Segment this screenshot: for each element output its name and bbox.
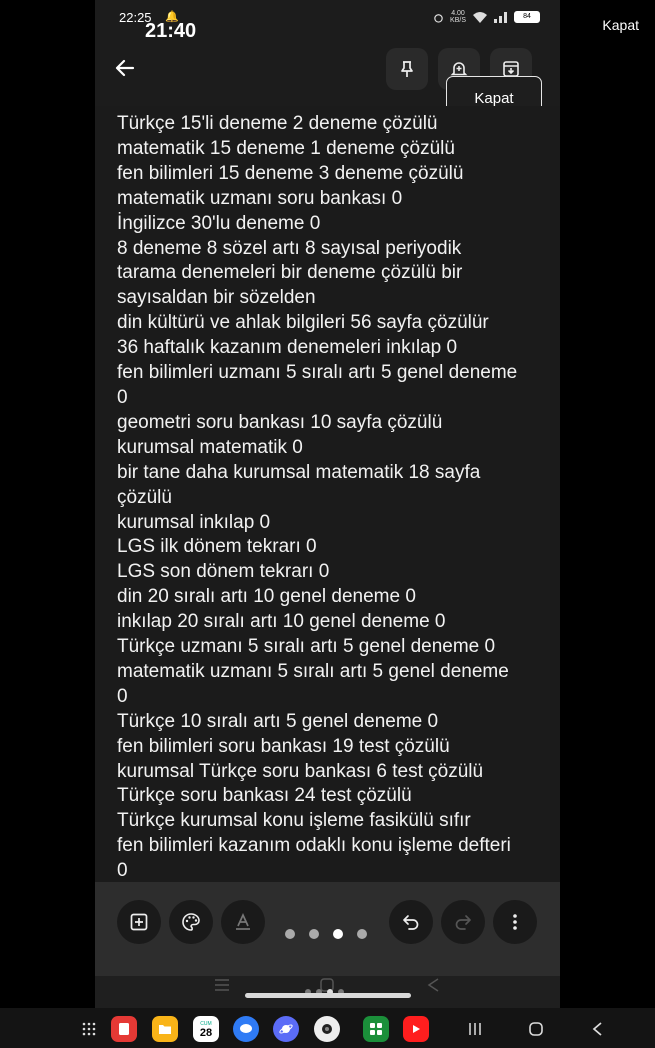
note-line[interactable]: 0 — [117, 860, 128, 882]
alarm-icon — [433, 12, 444, 23]
notes-app-icon[interactable] — [111, 1016, 137, 1042]
text-format-icon — [233, 912, 253, 932]
note-line[interactable]: 0 — [117, 386, 128, 408]
note-line[interactable]: İngilizce 30'lu deneme 0 — [117, 212, 321, 234]
note-line[interactable]: tarama denemeleri bir deneme çözülü bir — [117, 262, 463, 284]
calendar-day: CUM — [200, 1021, 212, 1027]
taskbar — [0, 1008, 655, 1048]
note-line[interactable]: kurumsal matematik 0 — [117, 436, 303, 458]
system-icons — [433, 10, 540, 24]
calendar-date: 28 — [199, 1027, 213, 1039]
calculator-app-icon[interactable] — [363, 1016, 389, 1042]
app-drawer-icon[interactable] — [82, 1022, 96, 1036]
redo-icon — [453, 912, 473, 932]
net-speed-unit: KB/S — [450, 17, 466, 24]
page-dot — [285, 929, 295, 939]
camera-app-icon[interactable] — [314, 1016, 340, 1042]
palette-icon — [181, 912, 201, 932]
note-line[interactable]: LGS son dönem tekrarı 0 — [117, 561, 330, 583]
youtube-app-icon[interactable] — [403, 1016, 429, 1042]
play-icon — [410, 1023, 422, 1035]
note-line[interactable]: matematik 15 deneme 1 deneme çözülü — [117, 137, 455, 159]
note-line[interactable]: fen bilimleri 15 deneme 3 deneme çözülü — [117, 162, 464, 184]
net-speed — [450, 10, 466, 24]
page-dot — [357, 929, 367, 939]
note-line[interactable]: 0 — [117, 685, 128, 707]
note-line[interactable]: bir tane daha kurumsal matematik 18 sayfa — [117, 461, 481, 483]
notification-icons — [165, 10, 179, 23]
note-body[interactable] — [95, 106, 560, 882]
note-line[interactable]: kurumsal inkılap 0 — [117, 511, 271, 533]
close-tooltip[interactable]: Kapat — [446, 76, 542, 120]
plus-box-icon — [129, 912, 149, 932]
page-indicator — [285, 929, 367, 939]
note-line[interactable]: Türkçe soru bankası 24 test çözülü — [117, 785, 412, 807]
messages-app-icon[interactable] — [233, 1016, 259, 1042]
note-line[interactable]: 36 haftalık kazanım denemeleri inkılap 0 — [117, 337, 458, 359]
calendar-app-icon[interactable] — [193, 1016, 219, 1042]
more-options-button[interactable] — [493, 900, 537, 944]
gesture-bar[interactable] — [245, 993, 411, 998]
editor-bottom-bar — [95, 882, 560, 976]
note-line[interactable]: matematik uzmanı soru bankası 0 — [117, 187, 403, 209]
planet-icon — [279, 1022, 293, 1036]
note-line[interactable]: fen bilimleri uzmanı 5 sıralı artı 5 genel deneme — [117, 362, 518, 384]
status-time-small: 22:25 — [119, 10, 152, 25]
signal-icon — [494, 11, 508, 23]
phone-screen — [95, 0, 560, 1008]
page-dot-active — [333, 929, 343, 939]
note-line[interactable]: LGS ilk dönem tekrarı 0 — [117, 536, 317, 558]
back-button[interactable] — [113, 56, 137, 80]
note-line[interactable]: matematik uzmanı 5 sıralı artı 5 genel deneme — [117, 660, 509, 682]
chat-bubble-icon — [239, 1023, 253, 1035]
recents-icon[interactable] — [468, 1022, 482, 1036]
undo-icon — [401, 912, 421, 932]
note-line[interactable]: fen bilimleri soru bankası 19 test çözülü — [117, 735, 450, 757]
my-files-app-icon[interactable] — [152, 1016, 178, 1042]
status-bar — [95, 0, 560, 44]
battery-icon: 84 — [514, 11, 540, 23]
note-line[interactable]: geometri soru bankası 10 sayfa çözülü — [117, 411, 443, 433]
folder-icon — [158, 1023, 172, 1035]
add-content-button[interactable] — [117, 900, 161, 944]
note-line[interactable]: sayısaldan bir sözelden — [117, 287, 316, 309]
note-line[interactable]: Türkçe 15'li deneme 2 deneme çözülü — [117, 113, 438, 134]
note-line[interactable]: çözülü — [117, 486, 172, 508]
pin-button[interactable] — [386, 48, 428, 90]
home-icon[interactable] — [529, 1022, 543, 1036]
note-line[interactable]: inkılap 20 sıralı artı 10 genel deneme 0 — [117, 611, 446, 633]
text-format-button[interactable] — [221, 900, 265, 944]
status-time: 21:40 — [145, 20, 197, 42]
notes-glyph-icon — [118, 1022, 130, 1036]
wifi-icon — [472, 11, 488, 23]
note-text[interactable] — [117, 112, 547, 882]
note-line[interactable]: fen bilimleri kazanım odaklı konu işleme defteri — [117, 835, 511, 857]
note-line[interactable]: din kültürü ve ahlak bilgileri 56 sayfa çözülür — [117, 312, 489, 334]
note-line[interactable]: Türkçe kurumsal konu işleme fasikülü sıfır — [117, 810, 471, 832]
note-line[interactable]: din 20 sıralı artı 10 genel deneme 0 — [117, 586, 416, 608]
recents-icon[interactable] — [213, 978, 231, 992]
undo-button[interactable] — [389, 900, 433, 944]
calculator-icon — [369, 1022, 383, 1036]
notification-bell-icon: 🔔 — [165, 11, 179, 23]
browser-app-icon[interactable] — [273, 1016, 299, 1042]
note-line[interactable]: Türkçe uzmanı 5 sıralı artı 5 genel deneme 0 — [117, 636, 496, 658]
page-dot — [309, 929, 319, 939]
pin-icon — [397, 59, 417, 79]
note-line[interactable]: kurumsal Türkçe soru bankası 6 test çözülü — [117, 760, 484, 782]
net-speed-value: 4.00 — [451, 10, 465, 17]
background-color-button[interactable] — [169, 900, 213, 944]
redo-button[interactable] — [441, 900, 485, 944]
arrow-left-icon — [113, 56, 137, 80]
more-vertical-icon — [505, 912, 525, 932]
outer-close-button[interactable]: Kapat — [602, 17, 639, 33]
back-nav-icon[interactable] — [591, 1021, 603, 1037]
phone-nav-bar — [95, 976, 560, 1008]
back-nav-icon[interactable] — [426, 977, 440, 993]
camera-lens-icon — [320, 1022, 334, 1036]
note-line[interactable]: 8 deneme 8 sözel artı 8 sayısal periyodik — [117, 237, 462, 259]
note-line[interactable]: Türkçe 10 sıralı artı 5 genel deneme 0 — [117, 710, 439, 732]
